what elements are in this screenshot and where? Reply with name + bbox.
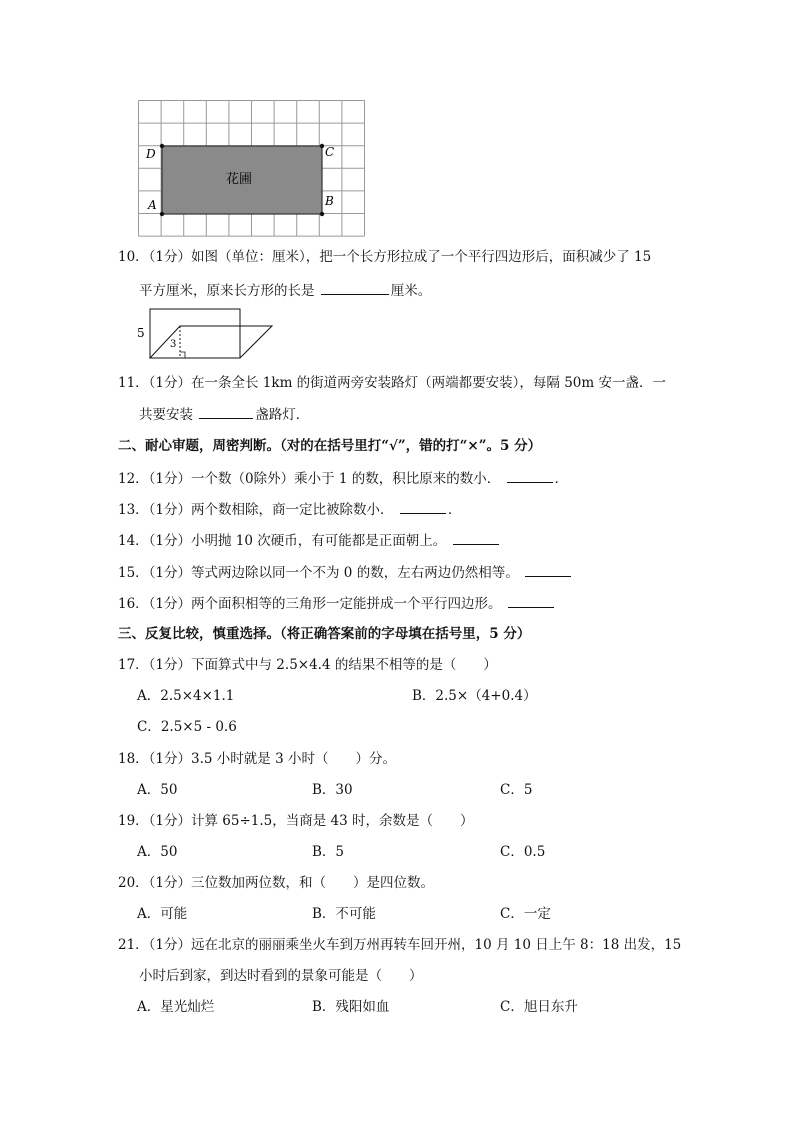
answer-blank[interactable]	[321, 281, 389, 295]
answer-blank[interactable]	[400, 500, 446, 514]
parallelogram-figure	[134, 306, 274, 362]
q19-option-c[interactable]: C．0.5	[500, 844, 546, 860]
q21-option-c[interactable]: C．旭日东升	[500, 999, 578, 1015]
answer-blank[interactable]	[199, 405, 253, 419]
q18-option-b[interactable]: B．30	[312, 782, 353, 798]
question-18: 18．（1分）3.5 小时就是 3 小时（ ）分。	[118, 751, 396, 767]
q18-option-a[interactable]: A．50	[137, 782, 178, 798]
question-21-line-1: 21．（1分）远在北京的丽丽乘坐火车到万州再转车回开州，10 月 10 日上午 8：18 出发，15	[118, 937, 682, 953]
question-10-line-1: 10．（1分）如图（单位：厘米），把一个长方形拉成了一个平行四边形后，面积减少了 15	[118, 249, 652, 265]
section-3-heading: 三、反复比较，慎重选择。（将正确答案前的字母填在括号里，5 分）	[118, 626, 531, 642]
answer-blank[interactable]	[525, 563, 571, 577]
q20-option-b[interactable]: B．不可能	[312, 906, 376, 922]
section-2-heading: 二、耐心审题，周密判断。（对的在括号里打“√”，错的打“×”。5 分）	[118, 438, 542, 454]
q17-option-c[interactable]: C．2.5×5 - 0.6	[137, 719, 237, 735]
q21-option-a[interactable]: A．星光灿烂	[137, 999, 215, 1015]
q17-option-b[interactable]: B．2.5×（4+0.4）	[412, 688, 537, 704]
question-12: 12．（1分）一个数（0除外）乘小于 1 的数，积比原来的数小． ．	[118, 471, 569, 487]
question-16: 16．（1分）两个面积相等的三角形一定能拼成一个平行四边形。	[118, 594, 556, 613]
question-10-line-2: 平方厘米，原来长方形的长是 厘米。	[139, 283, 432, 299]
q21-option-b[interactable]: B．残阳如血	[312, 999, 390, 1015]
question-13: 13．（1分）两个数相除，商一定比被除数小． ．	[118, 502, 462, 518]
answer-blank[interactable]	[508, 594, 554, 608]
question-11-line-1: 11．（1分）在一条全长 1km 的街道两旁安装路灯（两端都要安装），每隔 50m 安一盏．一	[118, 375, 666, 391]
question-19: 19．（1分）计算 65÷1.5，当商是 43 时，余数是（ ）	[118, 813, 474, 829]
question-17: 17．（1分）下面算式中与 2.5×4.4 的结果不相等的是（ ）	[118, 657, 497, 673]
question-20: 20．（1分）三位数加两位数，和（ ）是四位数。	[118, 875, 435, 891]
q20-option-a[interactable]: A．可能	[137, 906, 188, 922]
q17-option-a[interactable]: A．2.5×4×1.1	[137, 688, 235, 704]
side-label-5: 5	[137, 326, 145, 340]
height-label-3: 3	[170, 339, 177, 350]
answer-blank[interactable]	[507, 469, 553, 483]
question-11-line-2: 共要安装 盏路灯．	[139, 407, 310, 423]
q19-option-a[interactable]: A．50	[137, 844, 178, 860]
garden-label: 花圃	[226, 172, 253, 187]
q19-option-b[interactable]: B．5	[312, 844, 345, 860]
question-21-line-2: 小时后到家，到达时看到的景象可能是（ ）	[139, 968, 423, 984]
q18-option-c[interactable]: C．5	[500, 782, 533, 798]
garden-grid-figure	[138, 100, 366, 238]
vertex-a-label: A	[148, 198, 157, 212]
parallelogram-shape	[150, 326, 272, 358]
question-15: 15．（1分）等式两边除以同一个不为 0 的数，左右两边仍然相等。	[118, 563, 573, 582]
vertex-b-label: B	[325, 194, 334, 208]
q20-option-c[interactable]: C．一定	[500, 906, 551, 922]
vertex-c-label: C	[325, 145, 335, 159]
vertex-d-label: D	[146, 147, 156, 161]
original-rectangle	[150, 309, 240, 358]
question-14: 14．（1分）小明抛 10 次硬币，有可能都是正面朝上。	[118, 531, 501, 550]
answer-blank[interactable]	[453, 531, 499, 545]
